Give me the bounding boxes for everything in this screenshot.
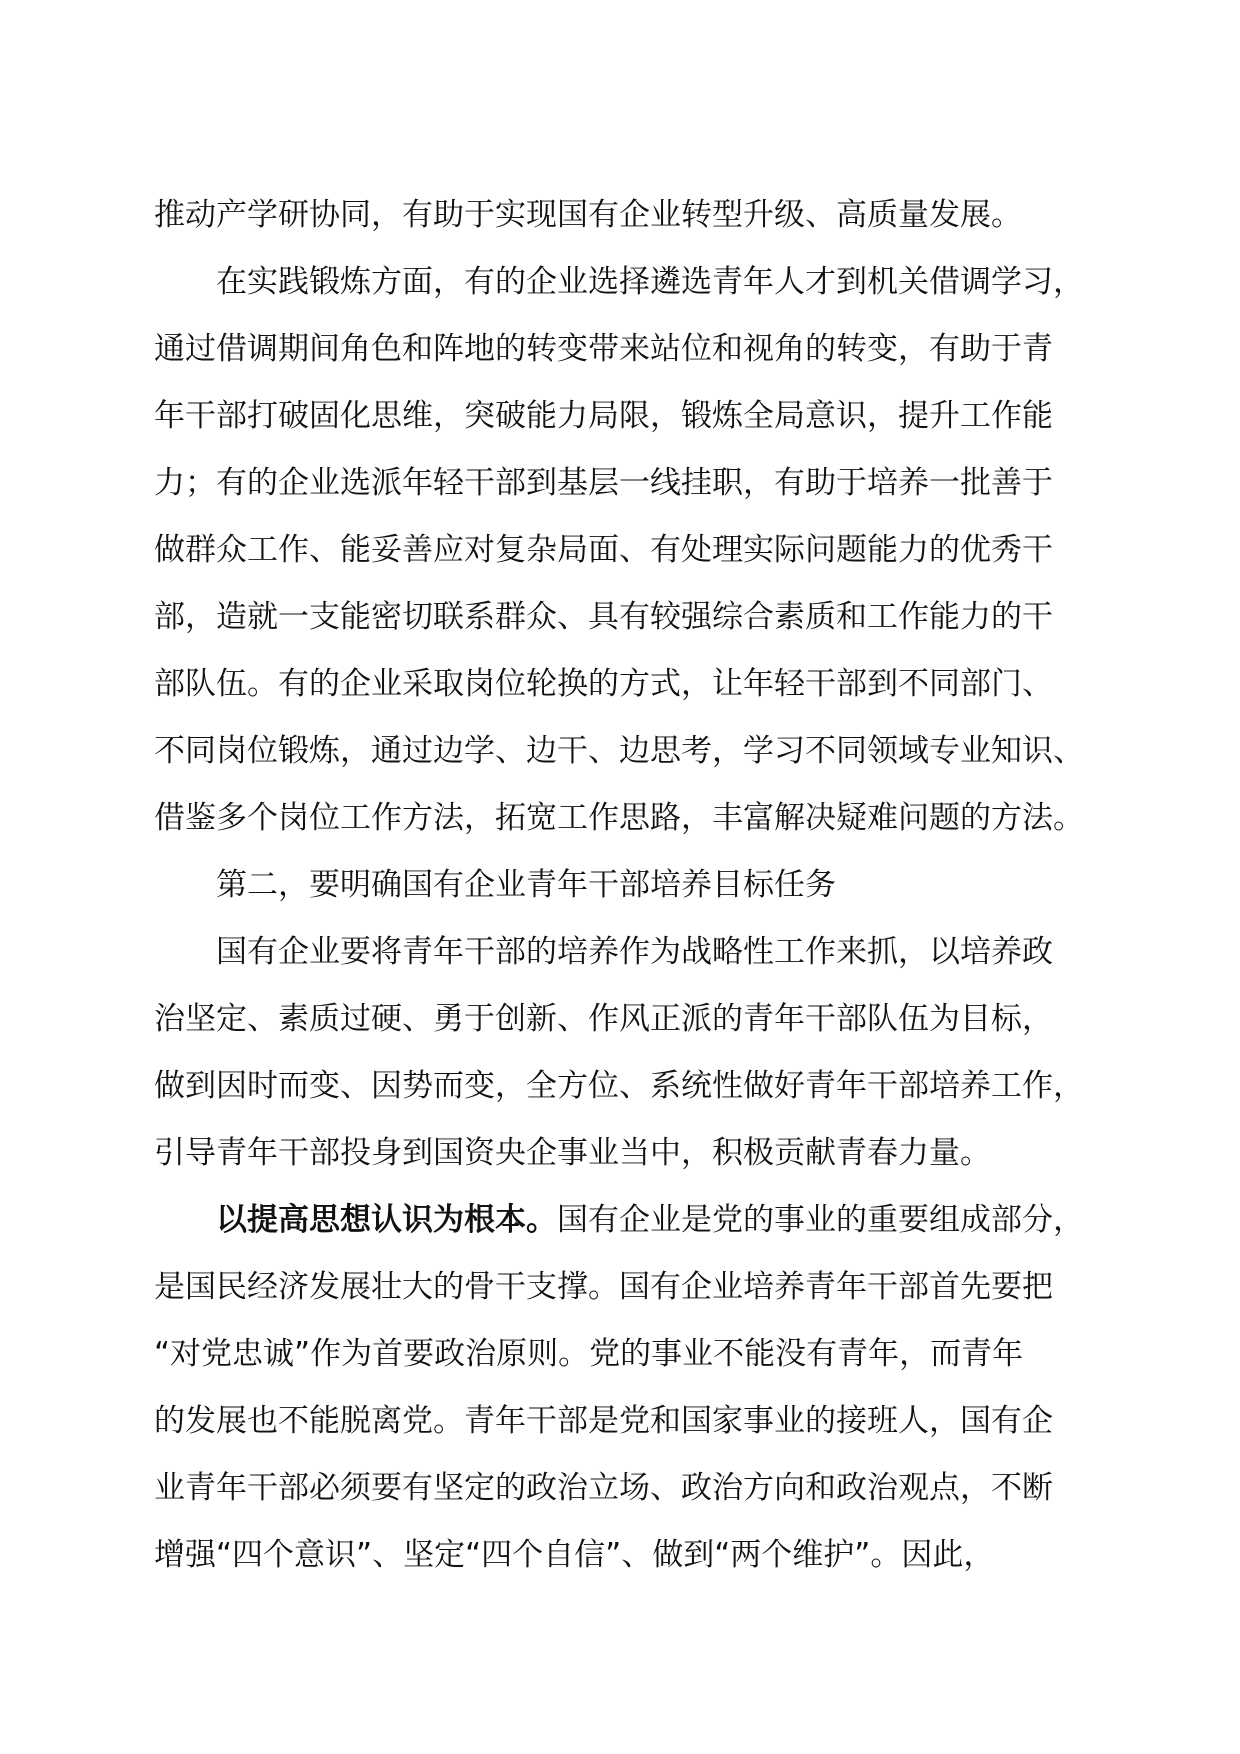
- body-text: 国有企业是党的事业的重要组成部分，: [557, 1202, 1084, 1238]
- body-line: 部，造就一支能密切联系群众、具有较强综合素质和工作能力的干: [154, 599, 1053, 635]
- paragraph-start-line: 国有企业要将青年干部的培养作为战略性工作来抓，以培养政: [216, 934, 1053, 970]
- body-line: 通过借调期间角色和阵地的转变带来站位和视角的转变，有助于青: [154, 331, 1053, 367]
- body-line: 部队伍。有的企业采取岗位轮换的方式，让年轻干部到不同部门、: [154, 666, 1053, 702]
- section-heading: 第二，要明确国有企业青年干部培养目标任务: [216, 867, 836, 903]
- body-line: 增强“四个意识”、坚定“四个自信”、做到“两个维护”。因此，: [154, 1537, 995, 1573]
- body-line: 年干部打破固化思维，突破能力局限，锻炼全局意识，提升工作能: [154, 398, 1053, 434]
- body-line: 做群众工作、能妥善应对复杂局面、有处理实际问题能力的优秀干: [154, 532, 1053, 568]
- body-line: 力；有的企业选派年轻干部到基层一线挂职，有助于培养一批善于: [154, 465, 1053, 501]
- body-line: 做到因时而变、因势而变，全方位、系统性做好青年干部培养工作，: [154, 1068, 1084, 1104]
- paragraph-start-line: 在实践锻炼方面，有的企业选择遴选青年人才到机关借调学习，: [216, 264, 1084, 300]
- document-body: [154, 182, 1090, 1589]
- body-line: 业青年干部必须要有坚定的政治立场、政治方向和政治观点，不断: [154, 1470, 1053, 1506]
- body-line: 的发展也不能脱离党。青年干部是党和国家事业的接班人，国有企: [154, 1403, 1053, 1439]
- body-line: 是国民经济发展壮大的骨干支撑。国有企业培养青年干部首先要把: [154, 1269, 1053, 1305]
- body-line: “对党忠诚”作为首要政治原则。党的事业不能没有青年，而青年: [154, 1336, 1024, 1372]
- body-line: 引导青年干部投身到国资央企事业当中，积极贡献青春力量。: [154, 1135, 991, 1171]
- body-line: 推动产学研协同，有助于实现国有企业转型升级、高质量发展。: [154, 197, 1022, 233]
- body-line: 不同岗位锻炼，通过边学、边干、边思考，学习不同领域专业知识、: [154, 733, 1084, 769]
- body-line: 治坚定、素质过硬、勇于创新、作风正派的青年干部队伍为目标，: [154, 1001, 1053, 1037]
- bold-lead-line: [154, 1187, 1090, 1254]
- bold-lead-text: 以提高思想认识为根本。: [216, 1202, 557, 1238]
- body-line: 借鉴多个岗位工作方法，拓宽工作思路，丰富解决疑难问题的方法。: [154, 800, 1084, 836]
